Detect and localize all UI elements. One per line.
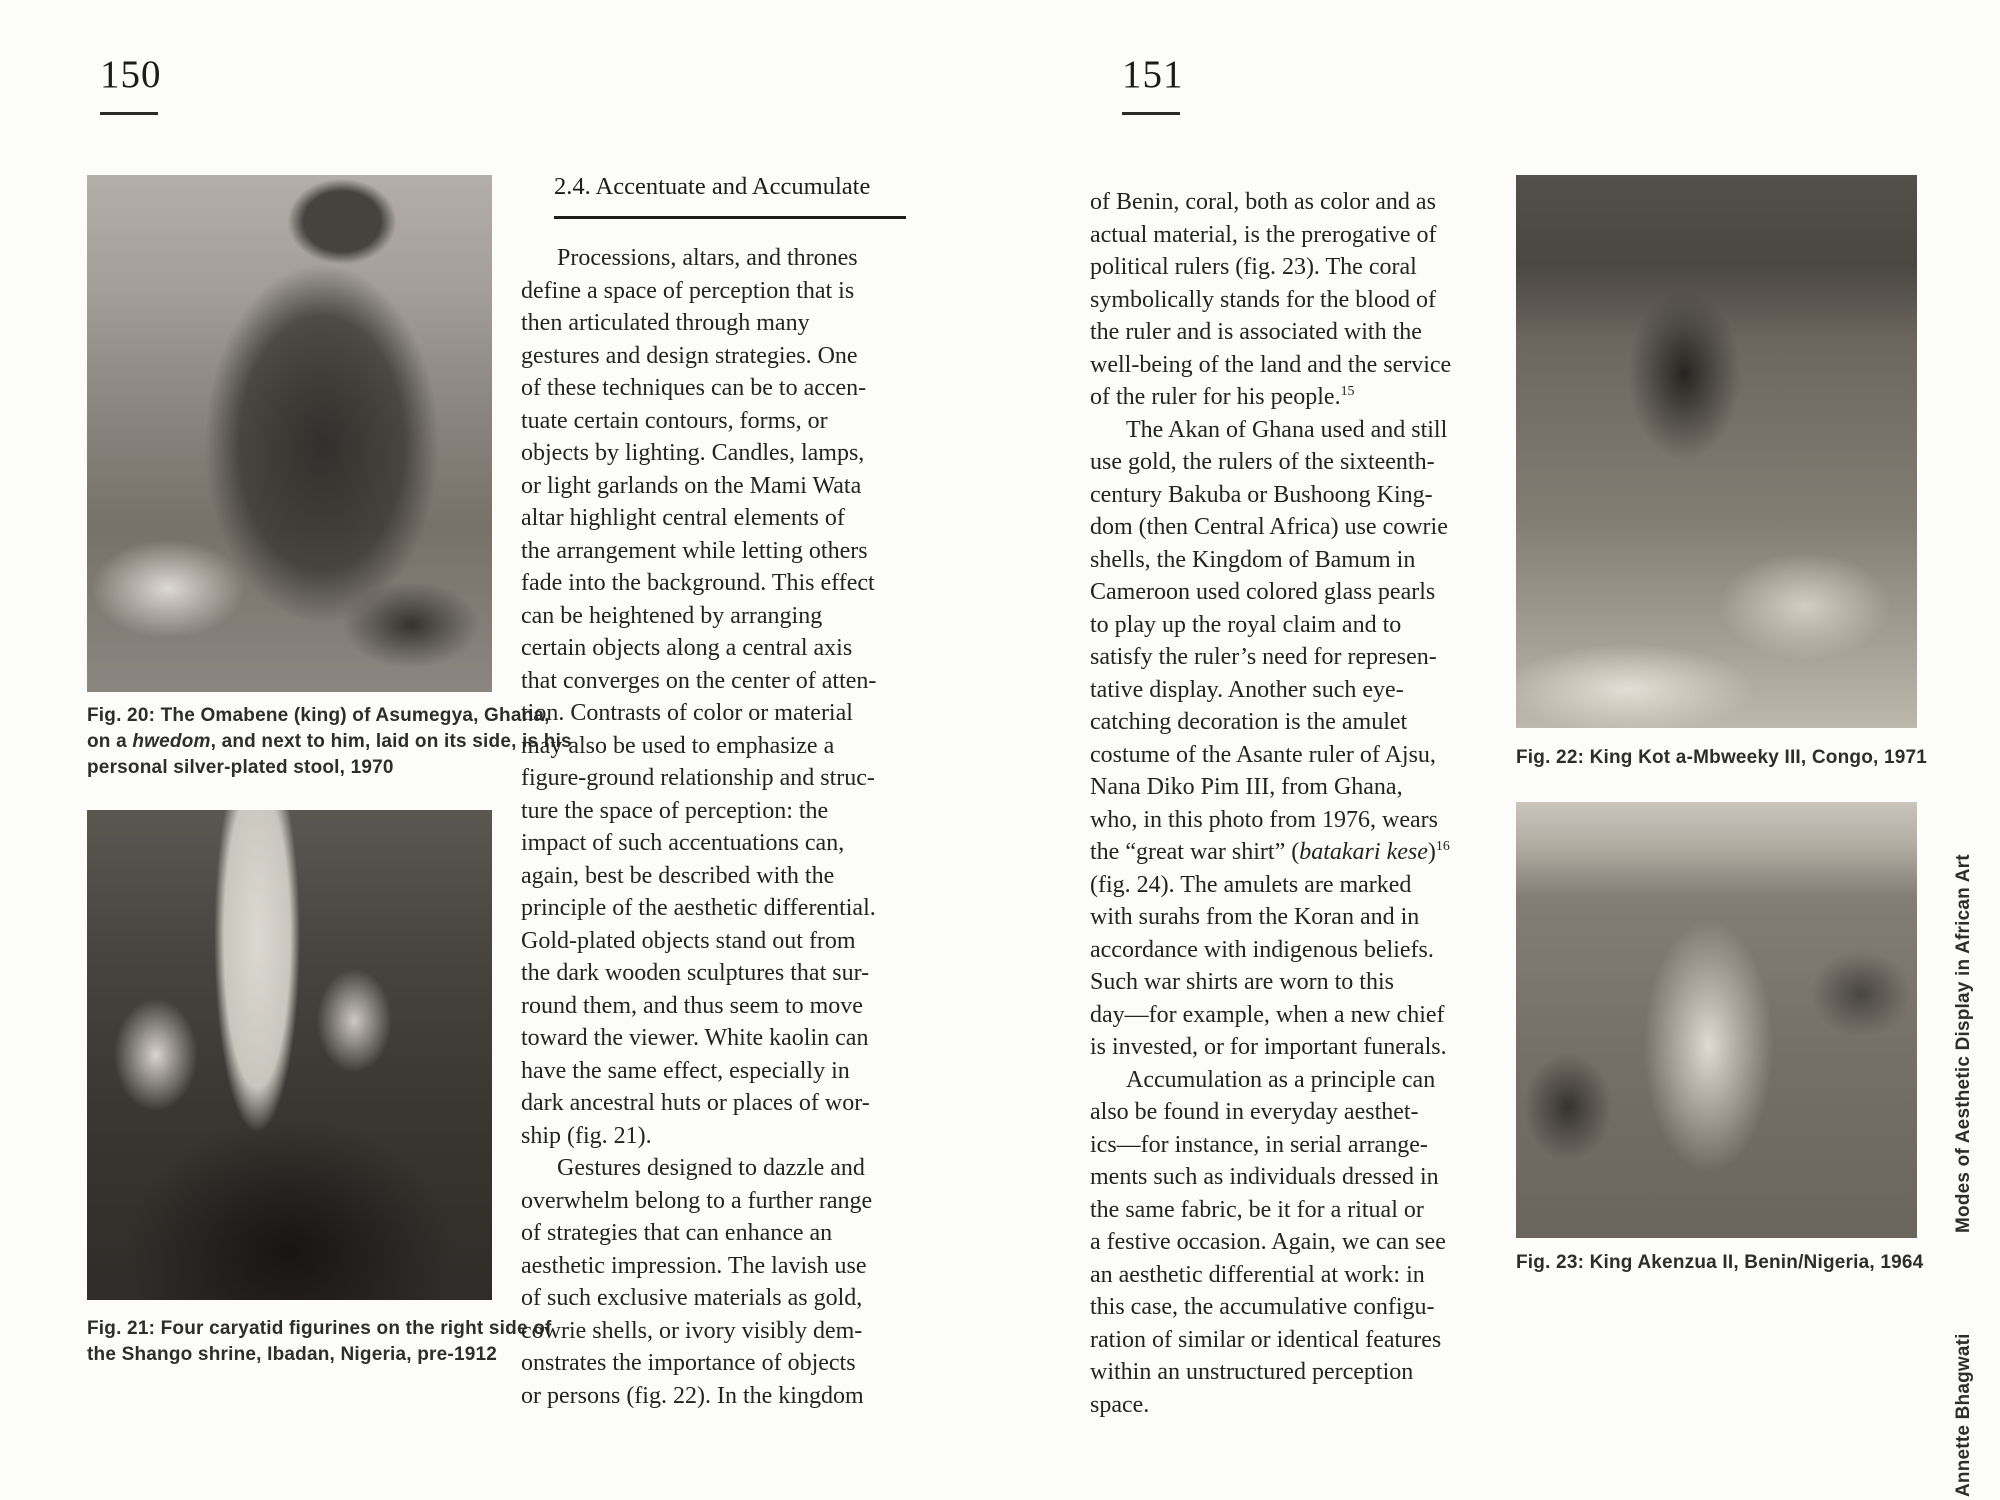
text-line: who, in this photo from 1976, wears xyxy=(1090,806,1438,833)
text-line: Gold-plated objects stand out from xyxy=(521,927,856,954)
article-column-right xyxy=(1090,186,1510,1436)
text-line: ration of similar or identical features xyxy=(1090,1326,1442,1353)
page-number-rule-left xyxy=(100,112,158,115)
text-line: Accumulation as a principle can xyxy=(1126,1066,1436,1093)
text-line: have the same effect, especially in xyxy=(521,1057,850,1084)
caption-line: Fig. 22: King Kot a-Mbweeky III, Congo, 1971 xyxy=(1516,747,1928,768)
text-line: Such war shirts are worn to this xyxy=(1090,969,1394,995)
text-line: the ruler and is associated with the xyxy=(1090,319,1422,345)
text-line: the arrangement while letting others xyxy=(521,537,868,564)
text-line: space. xyxy=(1090,1391,1150,1418)
text-line: impact of such accentuations can, xyxy=(521,830,845,856)
text-line: the “great war shirt” (batakari kese)$^{16}$ xyxy=(1090,839,1450,865)
text-line: that converges on the center of atten- xyxy=(521,667,877,694)
text-line: dark ancestral huts or places of wor- xyxy=(521,1090,870,1116)
article-text-right xyxy=(1090,186,1451,1421)
text-line: Nana Diko Pim III, from Ghana, xyxy=(1090,774,1403,800)
caption-line: Fig. 23: King Akenzua II, Benin/Nigeria, 1964 xyxy=(1516,1252,1924,1273)
text-line: ics—for instance, in serial arrange- xyxy=(1090,1131,1428,1158)
text-line: aesthetic impression. The lavish use xyxy=(521,1252,867,1279)
text-line: symbolically stands for the blood of xyxy=(1090,286,1436,313)
text-line: is invested, or for important funerals. xyxy=(1090,1034,1447,1060)
text-line: fade into the background. This effect xyxy=(521,570,875,596)
text-line: day—for example, when a new chief xyxy=(1090,1001,1445,1028)
text-line: century Bakuba or Bushoong King- xyxy=(1090,481,1433,508)
section-heading: 2.4. Accentuate and Accumulate xyxy=(554,173,871,200)
page-number-rule-right xyxy=(1122,112,1180,115)
text-line: cowrie shells, or ivory visibly dem- xyxy=(521,1317,863,1344)
text-line: ture the space of perception: the xyxy=(521,797,829,824)
article-column-left xyxy=(521,173,957,1423)
text-line: of these techniques can be to accen- xyxy=(521,375,867,401)
text-line: again, best be described with the xyxy=(521,862,835,889)
text-line: ments such as individuals dressed in xyxy=(1090,1164,1439,1190)
text-line: catching decoration is the amulet xyxy=(1090,709,1408,735)
text-line: of Benin, coral, both as color and as xyxy=(1090,189,1436,215)
text-line: tative display. Another such eye- xyxy=(1090,676,1404,703)
text-line: define a space of perception that is xyxy=(521,277,855,304)
text-line: then articulated through many xyxy=(521,310,810,336)
text-line: costume of the Asante ruler of Ajsu, xyxy=(1090,741,1436,768)
caption-line: Fig. 21: Four caryatid figurines on the right side of xyxy=(87,1318,552,1339)
figure-21-photo xyxy=(87,810,492,1300)
text-line: gestures and design strategies. One xyxy=(521,342,858,369)
text-line: (fig. 24). The amulets are marked xyxy=(1090,871,1412,898)
caption-line: the Shango shrine, Ibadan, Nigeria, pre-1912 xyxy=(87,1344,498,1365)
text-line: actual material, is the prerogative of xyxy=(1090,221,1437,248)
page-number-left: 150 xyxy=(100,53,162,96)
text-line: political rulers (fig. 23). The coral xyxy=(1090,254,1417,280)
text-line: figure-ground relationship and struc- xyxy=(521,765,875,791)
text-line: or light garlands on the Mami Wata xyxy=(521,472,862,499)
section-heading-rule xyxy=(554,216,906,219)
text-line: may also be used to emphasize a xyxy=(521,732,835,759)
text-line: Cameroon used colored glass pearls xyxy=(1090,579,1436,605)
figure-23-photo xyxy=(1516,802,1917,1238)
text-line: shells, the Kingdom of Bamum in xyxy=(1090,546,1416,573)
text-line: overwhelm belong to a further range xyxy=(521,1187,873,1214)
caption-line: Fig. 20: The Omabene (king) of Asumegya, Ghana, xyxy=(87,705,550,726)
text-line: round them, and thus seem to move xyxy=(521,992,863,1019)
text-line: The Akan of Ghana used and still xyxy=(1126,416,1448,443)
text-line: the same fabric, be it for a ritual or xyxy=(1090,1196,1424,1223)
text-line: Gestures designed to dazzle and xyxy=(557,1155,865,1181)
text-line: a festive occasion. Again, we can see xyxy=(1090,1229,1446,1255)
text-line: toward the viewer. White kaolin can xyxy=(521,1025,869,1051)
running-title-vertical: Modes of Aesthetic Display in African Art xyxy=(1953,854,1974,1233)
text-line: Processions, altars, and thrones xyxy=(557,245,858,271)
text-line: tion. Contrasts of color or material xyxy=(521,700,853,726)
figure-21-caption xyxy=(87,1316,552,1368)
text-line: this case, the accumulative configu- xyxy=(1090,1294,1435,1320)
text-line: principle of the aesthetic differential. xyxy=(521,895,876,921)
text-line: certain objects along a central axis xyxy=(521,635,853,661)
text-line: use gold, the rulers of the sixteenth- xyxy=(1090,449,1435,475)
figure-20-caption xyxy=(87,703,572,781)
caption-line: personal silver-plated stool, 1970 xyxy=(87,757,394,778)
article-text-left xyxy=(521,242,876,1412)
figure-22-photo xyxy=(1516,175,1917,728)
text-line: to play up the royal claim and to xyxy=(1090,611,1402,638)
text-line: also be found in everyday aesthet- xyxy=(1090,1099,1419,1125)
author-name-vertical: Annette Bhagwati xyxy=(1953,1333,1974,1497)
text-line: of such exclusive materials as gold, xyxy=(521,1285,863,1311)
text-line: an aesthetic differential at work: in xyxy=(1090,1261,1425,1288)
text-line: ship (fig. 21). xyxy=(521,1122,652,1149)
text-line: can be heightened by arranging xyxy=(521,602,823,629)
text-line: within an unstructured perception xyxy=(1090,1359,1414,1385)
text-line: satisfy the ruler’s need for represen- xyxy=(1090,644,1437,670)
figure-22-caption xyxy=(1516,745,1956,771)
text-line: onstrates the importance of objects xyxy=(521,1350,856,1376)
text-line: well-being of the land and the service xyxy=(1090,351,1452,378)
text-line: altar highlight central elements of xyxy=(521,505,845,531)
text-line: of the ruler for his people.$^{15}$ xyxy=(1090,384,1355,410)
text-line: the dark wooden sculptures that sur- xyxy=(521,960,870,986)
text-line: objects by lighting. Candles, lamps, xyxy=(521,440,865,466)
text-line: with surahs from the Koran and in xyxy=(1090,904,1420,930)
text-line: dom (then Central Africa) use cowrie xyxy=(1090,514,1448,540)
page-number-right: 151 xyxy=(1122,53,1184,96)
caption-line: on a hwedom, and next to him, laid on its side, is his xyxy=(87,731,572,752)
text-line: accordance with indigenous beliefs. xyxy=(1090,936,1434,963)
figure-23-caption xyxy=(1516,1250,1956,1276)
text-line: of strategies that can enhance an xyxy=(521,1220,833,1246)
text-line: or persons (fig. 22). In the kingdom xyxy=(521,1382,864,1409)
figure-20-photo xyxy=(87,175,492,692)
text-line: tuate certain contours, forms, or xyxy=(521,407,828,434)
